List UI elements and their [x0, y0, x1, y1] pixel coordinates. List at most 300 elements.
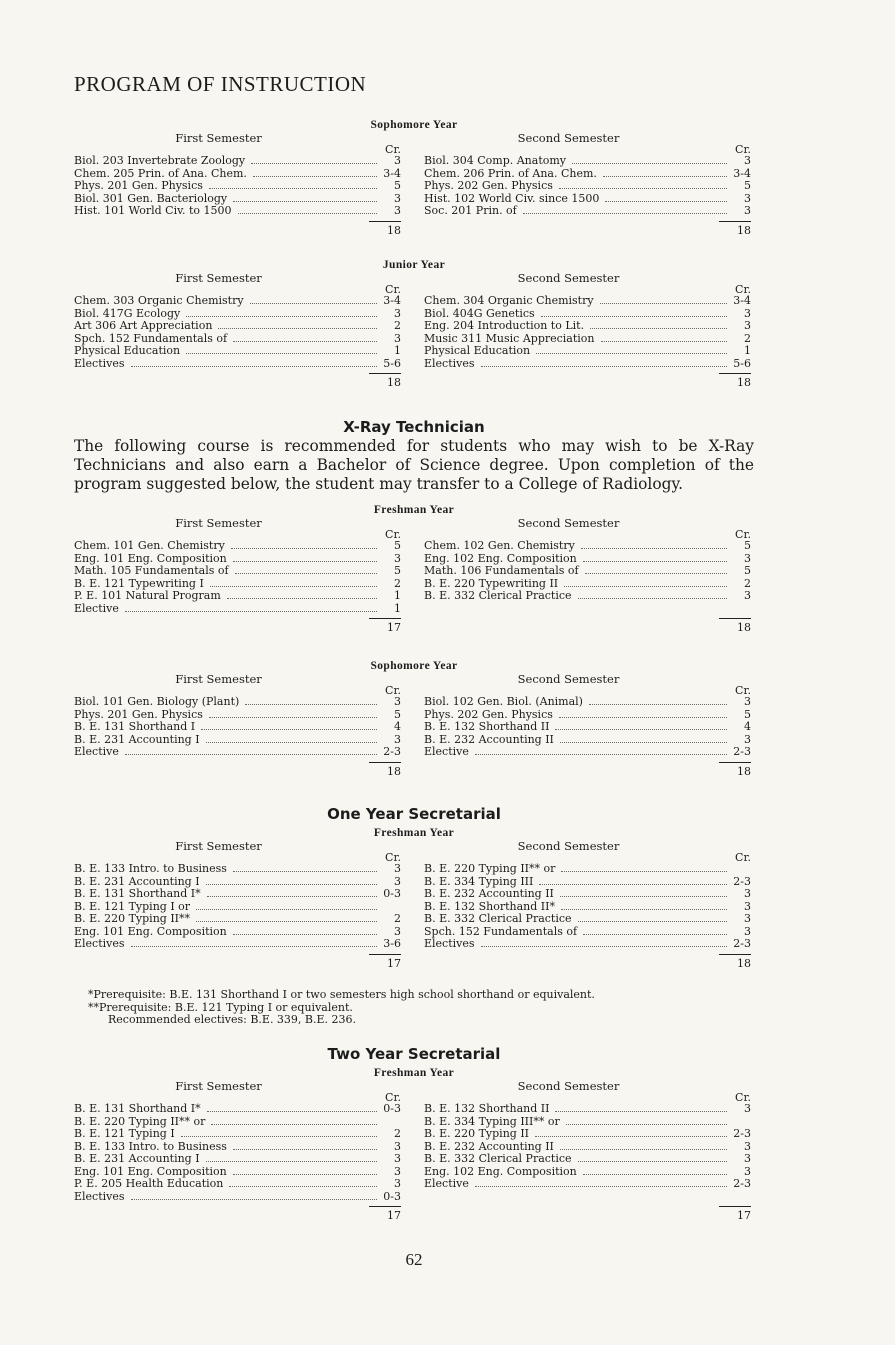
semester-heading: First Semester — [175, 672, 262, 686]
semester-heading: First Semester — [175, 516, 262, 530]
course-credits: 4 — [394, 720, 401, 733]
course-credits: 0-3 — [383, 1189, 401, 1203]
course-credits: 3 — [394, 862, 401, 875]
credits-heading: Cr. — [735, 143, 751, 156]
course-row — [424, 565, 751, 578]
page-title: PROGRAM OF INSTRUCTION — [74, 72, 367, 96]
year-title: Freshman Year — [373, 1067, 455, 1079]
course-row — [424, 1128, 751, 1141]
course-credits: 2 — [394, 912, 401, 925]
course-row — [74, 180, 401, 193]
course-row — [424, 734, 751, 747]
course-row — [424, 295, 751, 308]
course-name: B. E. 132 Shorthand II — [424, 720, 550, 733]
course-credits: 2-3 — [733, 745, 751, 758]
course-name: Phys. 201 Gen. Physics — [74, 179, 203, 192]
course-row — [74, 863, 401, 876]
credit-total: 17 — [387, 621, 401, 634]
course-name: B. E. 133 Intro. to Business — [74, 862, 227, 875]
course-name: Phys. 201 Gen. Physics — [74, 707, 203, 721]
second-semester-column — [424, 1079, 751, 1222]
semester-heading: Second Semester — [517, 672, 620, 686]
second-semester-column — [424, 672, 751, 778]
dot-leader — [206, 741, 377, 743]
semester-heading: Second Semester — [517, 131, 620, 145]
credit-total: 18 — [387, 376, 401, 389]
course-row — [74, 358, 401, 371]
course-credits: 5 — [394, 179, 401, 192]
course-credits: 5-6 — [733, 356, 751, 370]
course-row — [424, 345, 751, 358]
first-semester-column — [74, 271, 401, 389]
dot-leader — [186, 315, 377, 317]
page-number: 62 — [405, 1250, 423, 1269]
course-credits: 1 — [394, 601, 401, 615]
course-row — [424, 1166, 751, 1179]
credits-heading: Cr. — [735, 1091, 751, 1104]
course-credits: 2 — [394, 319, 401, 332]
dot-leader — [481, 945, 727, 947]
dot-leader — [211, 1123, 377, 1125]
dot-leader — [475, 753, 727, 755]
dot-leader — [561, 870, 727, 872]
course-row — [74, 1128, 401, 1141]
course-name: Chem. 303 Organic Chemistry — [74, 294, 244, 307]
dot-leader — [210, 585, 377, 587]
course-row — [74, 1178, 401, 1191]
course-row — [424, 938, 751, 951]
second-semester-column — [424, 839, 751, 970]
dot-leader — [233, 870, 377, 872]
course-credits: 3-4 — [383, 294, 401, 307]
course-row — [424, 590, 751, 603]
total-rule — [369, 221, 401, 222]
course-credits: 3 — [394, 191, 401, 205]
credit-total: 17 — [737, 1209, 751, 1222]
semester-columns — [74, 840, 754, 973]
course-credits: 3 — [744, 306, 751, 320]
dot-leader — [601, 340, 727, 342]
course-name: B. E. 332 Clerical Practice — [424, 912, 572, 925]
credit-total: 18 — [387, 223, 401, 237]
second-semester-column — [424, 271, 751, 389]
course-credits: 2-3 — [733, 1127, 751, 1140]
course-name: Spch. 152 Fundamentals of — [74, 331, 228, 345]
dot-leader — [481, 365, 727, 367]
course-credits: 3 — [744, 924, 751, 938]
course-name: Physical Education — [424, 344, 531, 357]
semester-heading: First Semester — [175, 131, 262, 145]
program-block — [74, 1066, 754, 1225]
course-row — [424, 180, 751, 193]
course-row — [74, 938, 401, 951]
course-row — [74, 205, 401, 218]
total-rule — [369, 762, 401, 763]
dot-leader — [539, 883, 727, 885]
course-credits: 3 — [394, 732, 401, 746]
dot-leader — [581, 547, 727, 549]
course-credits: 3 — [744, 154, 751, 167]
credits-heading: Cr. — [385, 684, 401, 697]
course-name: B. E. 231 Accounting I — [74, 732, 200, 746]
course-row — [424, 913, 751, 926]
course-credits: 3 — [394, 331, 401, 345]
credit-total: 18 — [737, 223, 751, 237]
course-row — [424, 696, 751, 709]
footnote: Recommended electives: B.E. 339, B.E. 236. — [108, 1013, 357, 1026]
year-title: Freshman Year — [373, 504, 455, 516]
dot-leader — [233, 1148, 377, 1150]
dot-leader — [578, 597, 727, 599]
course-name: B. E. 121 Typing I — [74, 1127, 175, 1140]
course-row — [424, 540, 751, 553]
dot-leader — [251, 162, 377, 164]
xray-intro: The following course is recommended for students who may wish to be X-Ray Technicians and also earn a Bachelor of Science degree. Upon completion of the program suggested below, the student may transfer to a College of Radiology. — [74, 437, 754, 493]
course-row — [74, 1103, 401, 1116]
dot-leader — [125, 610, 377, 612]
dot-leader — [231, 547, 377, 549]
course-name: Math. 106 Fundamentals of — [424, 564, 579, 577]
dot-leader — [600, 302, 727, 304]
course-row — [424, 205, 751, 218]
credit-total: 18 — [737, 956, 751, 970]
course-name: B. E. 220 Typing II** — [74, 912, 191, 925]
course-credits: 3 — [744, 695, 751, 708]
section-title-one-year-secretarial: One Year Secretarial — [327, 805, 501, 823]
course-row — [74, 913, 401, 926]
dot-leader — [196, 920, 377, 922]
course-credits: 3 — [394, 306, 401, 320]
first-semester-column — [74, 516, 401, 634]
course-credits: 3-4 — [383, 166, 401, 180]
course-name: Eng. 101 Eng. Composition — [74, 551, 227, 565]
dot-leader — [555, 728, 727, 730]
dot-leader — [233, 200, 377, 202]
dot-leader — [560, 1148, 727, 1150]
course-name: B. E. 132 Shorthand II — [424, 1102, 550, 1115]
dot-leader — [535, 1135, 727, 1137]
course-credits: 2 — [744, 576, 751, 590]
course-name: Hist. 101 World Civ. to 1500 — [74, 204, 232, 217]
course-name: Electives — [74, 356, 125, 370]
semester-heading: First Semester — [175, 1079, 262, 1093]
course-credits: 2-3 — [733, 874, 751, 888]
course-credits: 3 — [744, 1102, 751, 1115]
course-credits: 3 — [394, 551, 401, 565]
dot-leader — [253, 175, 377, 177]
dot-leader — [578, 920, 727, 922]
course-row — [424, 863, 751, 876]
total-rule — [719, 618, 751, 619]
course-name: Math. 105 Fundamentals of — [74, 564, 229, 577]
course-name: Music 311 Music Appreciation — [424, 331, 595, 345]
dot-leader — [209, 716, 377, 718]
course-name: Elective — [74, 745, 119, 758]
course-row — [424, 1103, 751, 1116]
course-row — [424, 888, 751, 901]
credits-heading: Cr. — [735, 684, 751, 697]
course-name: B. E. 131 Shorthand I* — [74, 887, 201, 900]
footnote: *Prerequisite: B.E. 131 Shorthand I or two semesters high school shorthand or equivalent. — [88, 988, 595, 1001]
dot-leader — [590, 327, 727, 329]
course-name: Electives — [424, 356, 475, 370]
credit-total: 17 — [387, 956, 401, 970]
dot-leader — [541, 315, 727, 317]
course-credits: 0-3 — [383, 1102, 401, 1115]
dot-leader — [206, 1160, 377, 1162]
year-title: Sophomore Year — [370, 119, 458, 131]
course-row — [424, 1178, 751, 1191]
course-name: B. E. 121 Typing I or — [74, 899, 191, 913]
course-credits: 3 — [744, 732, 751, 746]
course-name: Chem. 206 Prin. of Ana. Chem. — [424, 166, 597, 180]
total-rule — [369, 954, 401, 955]
course-credits: 2-3 — [733, 937, 751, 950]
course-credits: 2 — [394, 1127, 401, 1140]
course-name: B. E. 232 Accounting II — [424, 732, 554, 746]
semester-heading: Second Semester — [517, 516, 620, 530]
course-name: Physical Education — [74, 344, 181, 357]
dot-leader — [555, 1110, 727, 1112]
dot-leader — [227, 597, 377, 599]
course-name: B. E. 131 Shorthand I* — [74, 1102, 201, 1115]
course-credits: 3 — [744, 1164, 751, 1178]
semester-heading: Second Semester — [517, 271, 620, 285]
course-name: B. E. 232 Accounting II — [424, 887, 554, 900]
semester-heading: Second Semester — [517, 839, 620, 853]
credit-total: 18 — [737, 376, 751, 389]
course-name: B. E. 121 Typewriting I — [74, 576, 204, 590]
course-credits: 3 — [744, 1139, 751, 1153]
dot-leader — [229, 1185, 377, 1187]
course-credits: 4 — [744, 720, 751, 733]
dot-leader — [605, 200, 727, 202]
course-row — [424, 320, 751, 333]
course-name: Biol. 417G Ecology — [74, 306, 181, 320]
dot-leader — [559, 716, 727, 718]
course-credits: 1 — [394, 344, 401, 357]
dot-leader — [181, 1135, 377, 1137]
first-semester-column — [74, 131, 401, 237]
dot-leader — [583, 560, 727, 562]
course-credits: 1 — [394, 589, 401, 602]
course-row — [424, 721, 751, 734]
course-row — [74, 320, 401, 333]
course-row — [424, 746, 751, 759]
course-name: Biol. 101 Gen. Biology (Plant) — [74, 695, 240, 708]
course-row — [74, 1191, 401, 1204]
dot-leader — [523, 212, 727, 214]
dot-leader — [564, 585, 727, 587]
second-semester-column — [424, 131, 751, 237]
course-credits: 1 — [744, 344, 751, 357]
program-block — [74, 659, 754, 781]
dot-leader — [603, 175, 727, 177]
dot-leader — [560, 895, 727, 897]
course-name: Chem. 101 Gen. Chemistry — [74, 539, 225, 552]
dot-leader — [233, 933, 377, 935]
course-credits: 3 — [744, 551, 751, 565]
course-row — [74, 540, 401, 553]
course-credits: 3-6 — [383, 937, 401, 950]
total-rule — [719, 1206, 751, 1207]
course-name: Art 306 Art Appreciation — [74, 319, 213, 332]
course-name: Hist. 102 World Civ. since 1500 — [424, 191, 600, 205]
section-title-two-year-secretarial: Two Year Secretarial — [327, 1045, 501, 1063]
dot-leader — [583, 933, 727, 935]
course-credits: 0-3 — [383, 887, 401, 900]
course-name: B. E. 334 Typing III** or — [424, 1114, 560, 1128]
course-name: B. E. 133 Intro. to Business — [74, 1139, 227, 1153]
semester-columns — [74, 1080, 754, 1225]
course-credits: 3 — [394, 154, 401, 167]
course-credits: 3-4 — [733, 294, 751, 307]
course-row — [74, 696, 401, 709]
semester-columns — [74, 517, 754, 637]
course-name: Biol. 404G Genetics — [424, 306, 535, 320]
year-title: Freshman Year — [373, 827, 455, 839]
course-row — [74, 721, 401, 734]
program-block — [74, 826, 754, 973]
course-name: B. E. 220 Typing II** or — [424, 862, 556, 875]
course-credits: 3 — [744, 887, 751, 900]
course-name: Biol. 203 Invertebrate Zoology — [74, 154, 246, 167]
dot-leader — [201, 728, 377, 730]
course-name: B. E. 220 Typewriting II — [424, 576, 559, 590]
footnote: **Prerequisite: B.E. 121 Typing I or equivalent. — [88, 1000, 353, 1014]
credit-total: 18 — [737, 764, 751, 778]
dot-leader — [235, 572, 377, 574]
course-credits: 3 — [744, 204, 751, 217]
first-semester-column — [74, 839, 401, 970]
course-name: Eng. 101 Eng. Composition — [74, 924, 227, 938]
course-credits: 3 — [744, 589, 751, 602]
dot-leader — [209, 187, 377, 189]
credits-heading: Cr. — [735, 283, 751, 296]
course-credits: 5-6 — [383, 356, 401, 370]
dot-leader — [186, 352, 377, 354]
course-row — [74, 590, 401, 603]
course-name: Eng. 101 Eng. Composition — [74, 1164, 227, 1178]
course-row — [424, 155, 751, 168]
section-title-xray: X-Ray Technician — [343, 418, 485, 436]
course-name: B. E. 220 Typing II** or — [74, 1114, 206, 1128]
course-name: B. E. 132 Shorthand II* — [424, 899, 555, 913]
year-title: Junior Year — [382, 259, 446, 271]
course-credits: 3 — [394, 1152, 401, 1165]
dot-leader — [475, 1185, 727, 1187]
dot-leader — [536, 352, 727, 354]
course-name: Soc. 201 Prin. of — [424, 204, 517, 217]
course-name: B. E. 334 Typing III — [424, 874, 534, 888]
total-rule — [369, 618, 401, 619]
course-credits: 5 — [744, 179, 751, 192]
course-name: B. E. 332 Clerical Practice — [424, 589, 572, 602]
year-title: Sophomore Year — [370, 660, 458, 672]
dot-leader — [233, 340, 377, 342]
course-credits: 3 — [394, 1177, 401, 1190]
semester-heading: First Semester — [175, 839, 262, 853]
course-name: Biol. 102 Gen. Biol. (Animal) — [424, 695, 583, 708]
program-block — [74, 258, 754, 392]
dot-leader — [559, 187, 727, 189]
course-credits: 5 — [744, 707, 751, 721]
course-row — [74, 345, 401, 358]
course-name: Electives — [74, 937, 125, 950]
course-name: Chem. 304 Organic Chemistry — [424, 294, 594, 307]
second-semester-column — [424, 516, 751, 634]
course-credits: 3 — [394, 695, 401, 708]
dot-leader — [233, 560, 377, 562]
total-rule — [719, 221, 751, 222]
dot-leader — [207, 895, 377, 897]
course-name: Phys. 202 Gen. Physics — [424, 179, 553, 192]
course-name: Biol. 301 Gen. Bacteriology — [74, 191, 228, 205]
course-name: Electives — [74, 1189, 125, 1203]
total-rule — [719, 373, 751, 374]
course-credits: 3 — [744, 191, 751, 205]
course-row — [74, 734, 401, 747]
total-rule — [369, 1206, 401, 1207]
course-credits: 5 — [394, 539, 401, 552]
course-credits: 5 — [394, 707, 401, 721]
credits-heading: Cr. — [385, 528, 401, 541]
dot-leader — [583, 1173, 727, 1175]
total-rule — [719, 954, 751, 955]
course-name: B. E. 232 Accounting II — [424, 1139, 554, 1153]
course-name: Chem. 102 Gen. Chemistry — [424, 539, 575, 552]
credits-heading: Cr. — [385, 143, 401, 156]
course-credits: 3 — [394, 1164, 401, 1178]
dot-leader — [206, 883, 377, 885]
course-name: Elective — [74, 601, 119, 615]
course-name: Chem. 205 Prin. of Ana. Chem. — [74, 166, 247, 180]
total-rule — [369, 373, 401, 374]
credits-heading: Cr. — [735, 528, 751, 541]
course-credits: 3 — [394, 924, 401, 938]
course-row — [424, 1153, 751, 1166]
dot-leader — [566, 1123, 727, 1125]
dot-leader — [561, 908, 727, 910]
semester-columns — [74, 272, 754, 392]
course-name: B. E. 131 Shorthand I — [74, 720, 196, 733]
course-row — [74, 603, 401, 616]
semester-columns — [74, 132, 754, 240]
course-credits: 3-4 — [733, 166, 751, 180]
dot-leader — [245, 703, 377, 705]
dot-leader — [250, 302, 377, 304]
course-credits: 3 — [744, 1152, 751, 1165]
course-credits: 5 — [744, 539, 751, 552]
course-name: Elective — [424, 745, 469, 758]
dot-leader — [572, 162, 727, 164]
dot-leader — [585, 572, 727, 574]
course-name: Biol. 304 Comp. Anatomy — [424, 154, 567, 167]
course-credits: 3 — [744, 319, 751, 332]
course-credits: 3 — [394, 1139, 401, 1153]
credits-heading: Cr. — [385, 283, 401, 296]
course-row — [74, 295, 401, 308]
dot-leader — [207, 1110, 377, 1112]
course-name: Elective — [424, 1177, 469, 1190]
dot-leader — [233, 1173, 377, 1175]
course-row — [74, 155, 401, 168]
course-row — [74, 1153, 401, 1166]
credits-heading: Cr. — [735, 851, 751, 864]
course-credits: 5 — [744, 564, 751, 577]
semester-columns — [74, 673, 754, 781]
credits-heading: Cr. — [385, 851, 401, 864]
